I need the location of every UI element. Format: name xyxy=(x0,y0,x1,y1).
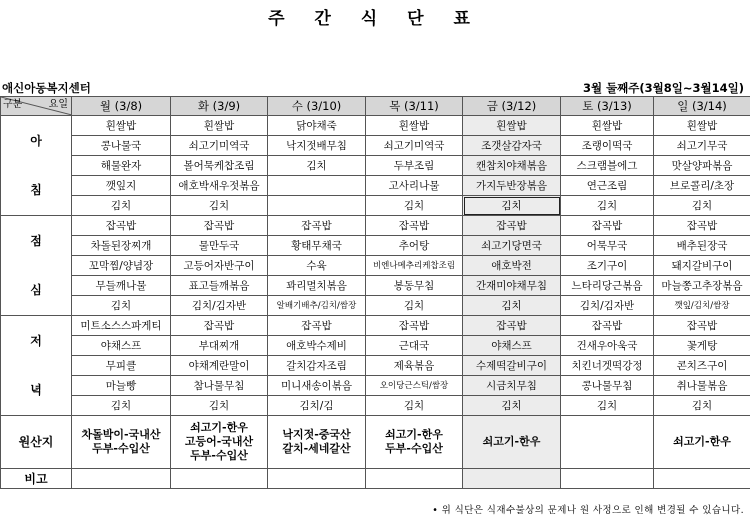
menu-item: 조랭이떡국 xyxy=(561,136,654,156)
menu-item: 추어탕 xyxy=(366,236,463,256)
menu-item: 꽈리멸치볶음 xyxy=(268,276,366,296)
menu-item: 김치 xyxy=(561,396,654,416)
menu-item: 김치/김자반 xyxy=(171,296,268,316)
menu-item: 흰쌀밥 xyxy=(463,116,561,136)
menu-item: 봉동무침 xyxy=(366,276,463,296)
day-header: 수 (3/10) xyxy=(268,97,366,116)
menu-item: 두부조림 xyxy=(366,156,463,176)
menu-item: 취나물볶음 xyxy=(654,376,750,396)
menu-item: 잡곡밥 xyxy=(72,216,171,236)
menu-item: 잡곡밥 xyxy=(366,316,463,336)
menu-row xyxy=(1,256,750,276)
menu-item: 쇠고기미역국 xyxy=(366,136,463,156)
corner-label-category: 구분 xyxy=(3,99,23,110)
menu-item: 가지두반장볶음 xyxy=(463,176,561,196)
meal-label-char: 녁 xyxy=(30,383,42,398)
menu-item: 미니새송이볶음 xyxy=(268,376,366,396)
menu-item: 야채스프 xyxy=(72,336,171,356)
day-header: 월 (3/8) xyxy=(72,97,171,116)
day-header: 화 (3/9) xyxy=(171,97,268,116)
menu-item: 야채계란말이 xyxy=(171,356,268,376)
page-title: 주 간 식 단 표 xyxy=(268,9,482,29)
menu-item: 김치 xyxy=(268,156,366,176)
meal-label xyxy=(1,316,72,416)
menu-item: 깻잎/김치/쌈장 xyxy=(654,296,750,316)
footnote: • 위 식단은 식재수불상의 문제나 원 사정으로 인해 변경될 수 있습니다. xyxy=(432,505,744,516)
menu-row xyxy=(1,356,750,376)
note-cell xyxy=(463,469,561,489)
menu-item: 쇠고기미역국 xyxy=(171,136,268,156)
menu-item: 꼬막찜/양념장 xyxy=(72,256,171,276)
menu-item: 비엔나메추리케찹조림 xyxy=(366,256,463,276)
menu-row xyxy=(1,136,750,156)
origin-cell xyxy=(171,416,268,469)
menu-item: 흰쌀밥 xyxy=(366,116,463,136)
menu-item: 잡곡밥 xyxy=(171,316,268,336)
menu-item: 쇠고기무국 xyxy=(654,136,750,156)
menu-item: 근대국 xyxy=(366,336,463,356)
menu-item: 낙지젓배무침 xyxy=(268,136,366,156)
menu-item: 잡곡밥 xyxy=(463,216,561,236)
menu-item: 김치 xyxy=(72,196,171,216)
menu-item: 캔참치야채볶음 xyxy=(463,156,561,176)
menu-item: 꽃게탕 xyxy=(654,336,750,356)
meal-label xyxy=(1,116,72,216)
menu-item: 김치 xyxy=(171,196,268,216)
menu-row xyxy=(1,156,750,176)
origin-cell xyxy=(463,416,561,469)
menu-row xyxy=(1,216,750,236)
menu-item: 알배기배추/김치/쌈장 xyxy=(268,296,366,316)
menu-row xyxy=(1,376,750,396)
day-header: 금 (3/12) xyxy=(463,97,561,116)
menu-item: 김치 xyxy=(654,396,750,416)
day-header: 목 (3/11) xyxy=(366,97,463,116)
menu-item: 건새우아욱국 xyxy=(561,336,654,356)
menu-row xyxy=(1,396,750,416)
origin-line: 갈치-세네갈산 xyxy=(282,442,351,455)
menu-item: 황태무채국 xyxy=(268,236,366,256)
menu-item: 잡곡밥 xyxy=(561,216,654,236)
menu-item: 배추된장국 xyxy=(654,236,750,256)
menu-item: 콩나물국 xyxy=(72,136,171,156)
menu-item: 애호박전 xyxy=(463,256,561,276)
meal-label xyxy=(1,216,72,316)
menu-item: 깻잎지 xyxy=(72,176,171,196)
menu-item xyxy=(268,196,366,216)
menu-item: 마늘쫑고추장볶음 xyxy=(654,276,750,296)
menu-item: 잡곡밥 xyxy=(654,216,750,236)
menu-item: 오이당근스틱/쌈장 xyxy=(366,376,463,396)
menu-item: 애호박수제비 xyxy=(268,336,366,356)
origin-row xyxy=(1,416,750,469)
origin-line: 두부-수입산 xyxy=(385,442,443,455)
menu-item: 김치/김 xyxy=(268,396,366,416)
menu-item: 야채스프 xyxy=(463,336,561,356)
menu-item: 김치 xyxy=(366,396,463,416)
menu-item: 김치 xyxy=(561,196,654,216)
menu-item: 쇠고기당면국 xyxy=(463,236,561,256)
menu-item: 제육볶음 xyxy=(366,356,463,376)
menu-item: 잡곡밥 xyxy=(561,316,654,336)
menu-item: 물만두국 xyxy=(171,236,268,256)
menu-item: 잡곡밥 xyxy=(268,216,366,236)
menu-item: 조기구이 xyxy=(561,256,654,276)
day-header: 토 (3/13) xyxy=(561,97,654,116)
menu-item: 마늘빵 xyxy=(72,376,171,396)
origin-line: 두부-수입산 xyxy=(190,449,248,462)
menu-item: 잡곡밥 xyxy=(171,216,268,236)
menu-item: 무들깨나물 xyxy=(72,276,171,296)
menu-item: 김치 xyxy=(72,296,171,316)
corner-cell xyxy=(1,97,72,116)
menu-item: 김치 xyxy=(463,396,561,416)
origin-cell xyxy=(366,416,463,469)
menu-item: 잡곡밥 xyxy=(463,316,561,336)
menu-item: 고등어자반구이 xyxy=(171,256,268,276)
menu-row xyxy=(1,176,750,196)
menu-item: 시금치무침 xyxy=(463,376,561,396)
origin-cell xyxy=(654,416,750,469)
origin-line: 쇠고기-한우 xyxy=(673,435,731,448)
week-range: 3월 둘째주(3월8일~3월14일) xyxy=(582,81,744,95)
menu-item: 콘치즈구이 xyxy=(654,356,750,376)
menu-item: 김치 xyxy=(171,396,268,416)
menu-item: 잡곡밥 xyxy=(268,316,366,336)
origin-line: 낙지젓-중국산 xyxy=(282,428,351,441)
menu-row xyxy=(1,276,750,296)
menu-row xyxy=(1,236,750,256)
note-cell xyxy=(561,469,654,489)
origin-line: 차돌박이-국내산 xyxy=(81,428,161,441)
menu-item: 스크램블에그 xyxy=(561,156,654,176)
note-cell xyxy=(366,469,463,489)
menu-item: 잡곡밥 xyxy=(654,316,750,336)
note-cell xyxy=(654,469,750,489)
origin-cell xyxy=(72,416,171,469)
note-cell xyxy=(72,469,171,489)
menu-item: 수제떡갈비구이 xyxy=(463,356,561,376)
meal-label-char: 점 xyxy=(30,233,42,248)
header-row xyxy=(1,97,750,116)
menu-row xyxy=(1,196,750,216)
menu-item: 콩나물무침 xyxy=(561,376,654,396)
origin-line: 고등어-국내산 xyxy=(184,435,254,448)
origin-cell xyxy=(268,416,366,469)
menu-item: 해물완자 xyxy=(72,156,171,176)
menu-body xyxy=(1,116,750,489)
menu-item: 브로콜리/초장 xyxy=(654,176,750,196)
menu-item: 흰쌀밥 xyxy=(561,116,654,136)
menu-item: 맛살양파볶음 xyxy=(654,156,750,176)
menu-item: 치킨너겟떡강정 xyxy=(561,356,654,376)
origin-line: 두부-수입산 xyxy=(92,442,150,455)
menu-item: 볼어묵케찹조림 xyxy=(171,156,268,176)
note-cell xyxy=(268,469,366,489)
menu-item: 어묵무국 xyxy=(561,236,654,256)
menu-row xyxy=(1,316,750,336)
menu-item: 잡곡밥 xyxy=(366,216,463,236)
menu-item: 김치 xyxy=(654,196,750,216)
menu-item: 애호박새우젓볶음 xyxy=(171,176,268,196)
menu-item: 미트소스스파게티 xyxy=(72,316,171,336)
menu-item: 수육 xyxy=(268,256,366,276)
menu-item: 흰쌀밥 xyxy=(171,116,268,136)
menu-item: 흰쌀밥 xyxy=(72,116,171,136)
corner-label-day: 요일 xyxy=(48,99,68,110)
menu-item: 돼지갈비구이 xyxy=(654,256,750,276)
meal-label-char: 침 xyxy=(30,183,42,198)
menu-item: 김치/김자반 xyxy=(561,296,654,316)
meal-label-char: 저 xyxy=(30,333,42,348)
meal-label-char: 심 xyxy=(30,283,42,298)
menu-item: 무피클 xyxy=(72,356,171,376)
organization-name: 애신아동복지센터 xyxy=(2,81,91,95)
note-cell xyxy=(171,469,268,489)
menu-item: 닭야채죽 xyxy=(268,116,366,136)
menu-item xyxy=(268,176,366,196)
day-header: 일 (3/14) xyxy=(654,97,750,116)
origin-label: 원산지 xyxy=(1,416,72,469)
menu-item: 참나물무침 xyxy=(171,376,268,396)
menu-row xyxy=(1,296,750,316)
menu-item: 김치 xyxy=(463,196,561,216)
menu-item: 느타리당근볶음 xyxy=(561,276,654,296)
menu-row xyxy=(1,116,750,136)
note-label: 비고 xyxy=(1,469,72,489)
menu-item: 간재미야채무침 xyxy=(463,276,561,296)
origin-line: 쇠고기-한우 xyxy=(482,435,541,448)
menu-item: 연근조림 xyxy=(561,176,654,196)
note-row xyxy=(1,469,750,489)
menu-item: 표고들깨볶음 xyxy=(171,276,268,296)
origin-cell xyxy=(561,416,654,469)
menu-item: 흰쌀밥 xyxy=(654,116,750,136)
menu-item: 김치 xyxy=(463,296,561,316)
menu-table xyxy=(0,96,750,489)
menu-item: 조갯살감자국 xyxy=(463,136,561,156)
menu-item: 부대찌개 xyxy=(171,336,268,356)
menu-item: 김치 xyxy=(366,196,463,216)
menu-item: 김치 xyxy=(72,396,171,416)
menu-item: 고사리나물 xyxy=(366,176,463,196)
menu-row xyxy=(1,336,750,356)
meal-label-char: 아 xyxy=(30,133,42,148)
menu-item: 갈치감자조림 xyxy=(268,356,366,376)
menu-item: 김치 xyxy=(366,296,463,316)
origin-line: 쇠고기-한우 xyxy=(385,428,443,441)
menu-item: 차돌된장찌개 xyxy=(72,236,171,256)
origin-line: 쇠고기-한우 xyxy=(190,421,248,434)
